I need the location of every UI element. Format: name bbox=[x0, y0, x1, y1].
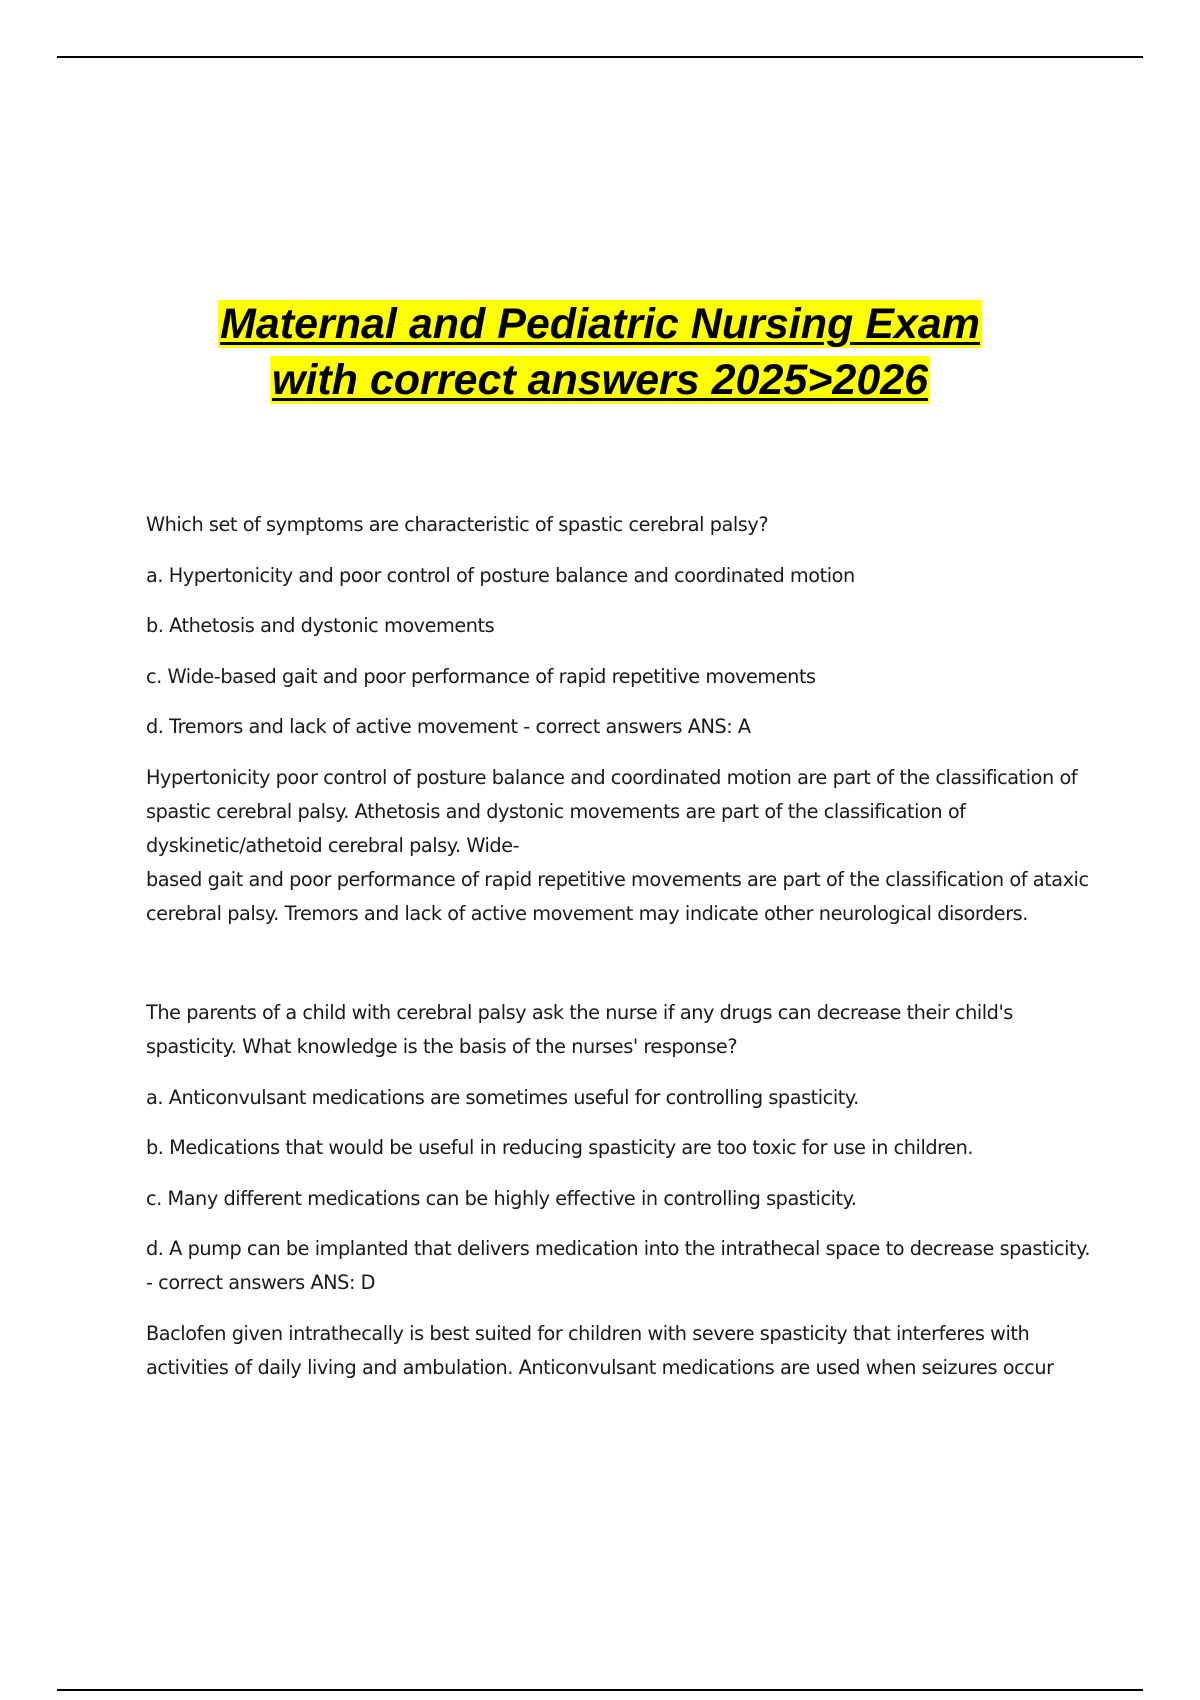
answer-option-with-answer: d. Tremors and lack of active movement - correct answers ANS: A bbox=[146, 715, 751, 738]
document-title bbox=[0, 296, 1200, 408]
answer-explanation: Baclofen given intrathecally is best suited for children with severe spasticity that interferes with activities of daily living and ambulation. Anticonvulsant medications are used when seizures occur bbox=[146, 1321, 1054, 1379]
question-text: The parents of a child with cerebral palsy ask the nurse if any drugs can decrease their child's spasticity. What knowledge is the basis of the nurses' response? bbox=[146, 1001, 1013, 1058]
answer-explanation-part: based gait and poor performance of rapid repetitive movements are part of the classification of ataxic cerebral palsy. Tremors and lack of active movement may indicate other neurological disorders. bbox=[146, 867, 1089, 925]
answer-explanation bbox=[146, 761, 1094, 931]
answer-option: a. Anticonvulsant medications are sometimes useful for controlling spasticity. bbox=[146, 1085, 859, 1109]
question-text: Which set of symptoms are characteristic of spastic cerebral palsy? bbox=[146, 513, 769, 536]
answer-explanation-part: Hypertonicity poor control of posture balance and coordinated motion are part of the classification of spastic cerebral palsy. Athetosis and dystonic movements are part of the classification of dyskinetic/athetoid cerebral palsy. Wide- bbox=[146, 765, 1078, 857]
answer-option: a. Hypertonicity and poor control of posture balance and coordinated motion bbox=[146, 563, 855, 587]
answer-option: c. Many different medications can be highly effective in controlling spasticity. bbox=[146, 1186, 857, 1210]
answer-option-with-answer: d. A pump can be implanted that delivers medication into the intrathecal space to decrease spasticity. - correct answers ANS: D bbox=[146, 1237, 1091, 1294]
question-spacer bbox=[146, 947, 1094, 996]
title-line-1: Maternal and Pediatric Nursing Exam bbox=[220, 300, 980, 348]
answer-option: c. Wide-based gait and poor performance of rapid repetitive movements bbox=[146, 664, 816, 688]
title-line-2: with correct answers 2025>2026 bbox=[271, 356, 929, 404]
header-rule bbox=[57, 56, 1143, 58]
answer-option: b. Medications that would be useful in reducing spasticity are too toxic for use in children. bbox=[146, 1136, 974, 1159]
document-body bbox=[146, 508, 1094, 1401]
answer-option: b. Athetosis and dystonic movements bbox=[146, 614, 495, 637]
footer-rule bbox=[57, 1689, 1143, 1691]
